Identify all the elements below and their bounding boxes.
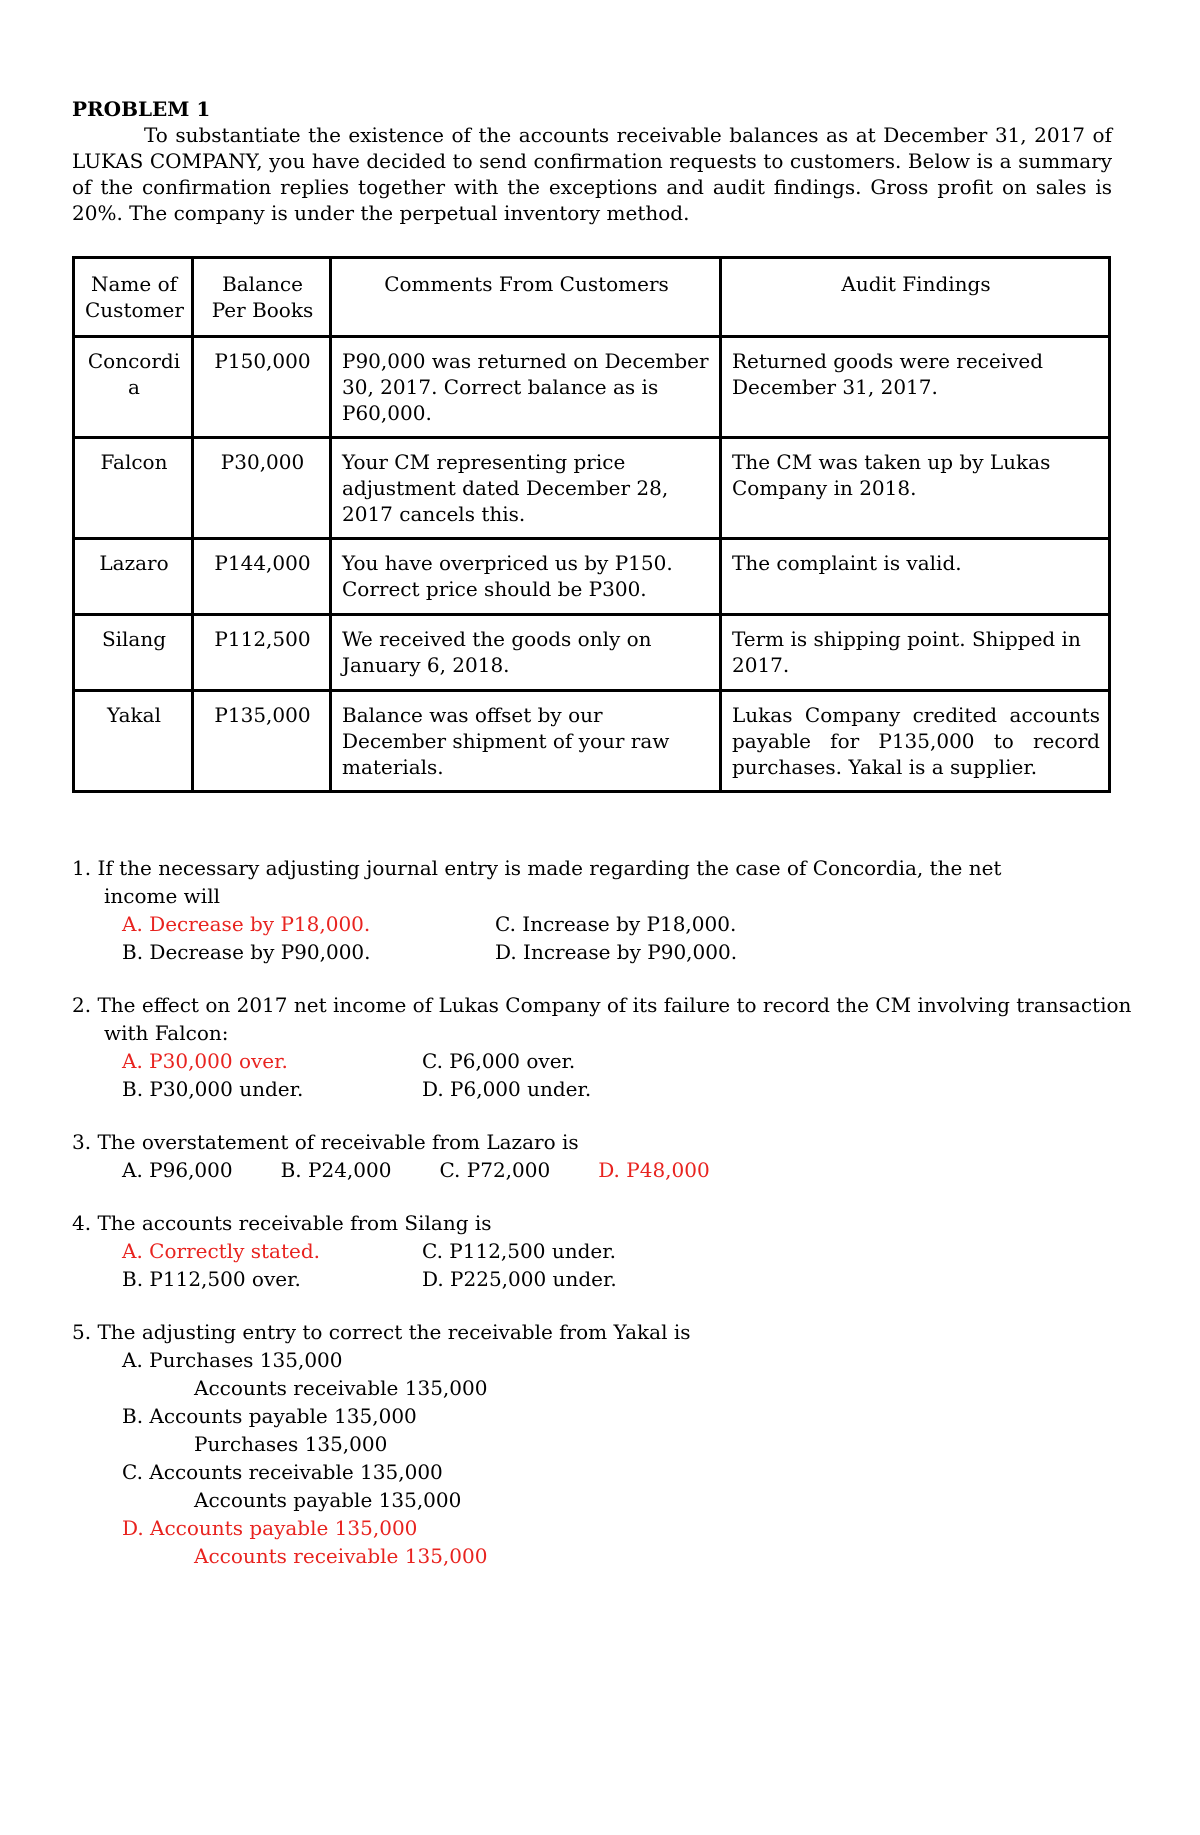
- customer-name: Silang: [74, 615, 193, 691]
- table-row: [74, 337, 1110, 438]
- customer-name: Falcon: [74, 438, 193, 539]
- customer-name: Concordia: [74, 337, 193, 438]
- customer-comment: We received the goods only on January 6, 2018.: [331, 615, 721, 691]
- option-d[interactable]: D. Increase by P90,000.: [495, 940, 738, 964]
- customer-comment: Your CM representing price adjustment dated December 28, 2017 cancels this.: [331, 438, 721, 539]
- table-row: [74, 691, 1110, 792]
- option-d-correct[interactable]: D. Accounts payable 135,000 Accounts receivable 135,000: [122, 1516, 488, 1568]
- question-1: [72, 854, 1132, 966]
- question-stem: 5. The adjusting entry to correct the receivable from Yakal is: [72, 1320, 691, 1344]
- question-stem: 1. If the necessary adjusting journal entry is made regarding the case of Concordia, the net income will: [72, 856, 1002, 908]
- questions-section: [72, 854, 1132, 1595]
- option-d-correct[interactable]: D. P48,000: [598, 1158, 710, 1182]
- audit-finding: The CM was taken up by Lukas Company in 2018.: [721, 438, 1110, 539]
- option-c[interactable]: C. P112,500 under.: [422, 1239, 616, 1263]
- table-row: [74, 615, 1110, 691]
- problem-intro: To substantiate the existence of the accounts receivable balances as at December 31, 2017 of LUKAS COMPANY, you have decided to send confirmation requests to customers. Below is a summary of the confirmation replies together with the exceptions and audit findings. Gross profit on sales is 20%. The company is under the perpetual inventory method.: [72, 123, 1112, 225]
- confirmation-table: [72, 256, 1111, 793]
- audit-finding: Term is shipping point. Shipped in 2017.: [721, 615, 1110, 691]
- question-stem: 4. The accounts receivable from Silang is: [72, 1211, 492, 1235]
- table-header-row: [74, 258, 1110, 337]
- header-balance: Balance Per Books: [193, 258, 331, 337]
- header-findings: Audit Findings: [721, 258, 1110, 337]
- answer-options: [72, 1237, 1132, 1293]
- table-row: [74, 539, 1110, 615]
- problem-title: PROBLEM 1: [72, 97, 211, 121]
- option-a[interactable]: A. P96,000: [122, 1158, 233, 1182]
- option-d[interactable]: D. P225,000 under.: [422, 1267, 617, 1291]
- option-a[interactable]: A. Purchases 135,000 Accounts receivable 135,000: [122, 1348, 488, 1400]
- balance-per-books: P150,000: [193, 337, 331, 438]
- answer-options: [72, 910, 1132, 966]
- option-c[interactable]: C. P72,000: [439, 1158, 551, 1182]
- customer-comment: P90,000 was returned on December 30, 2017. Correct balance as is P60,000.: [331, 337, 721, 438]
- question-3: [72, 1128, 1132, 1184]
- customer-comment: Balance was offset by our December shipment of your raw materials.: [331, 691, 721, 792]
- option-a-correct[interactable]: A. Decrease by P18,000.: [122, 912, 371, 936]
- option-b[interactable]: B. P24,000: [280, 1158, 392, 1182]
- question-2: [72, 991, 1132, 1103]
- table-row: [74, 438, 1110, 539]
- header-customer: Name of Customer: [74, 258, 193, 337]
- option-c[interactable]: C. Increase by P18,000.: [495, 912, 737, 936]
- option-c[interactable]: C. Accounts receivable 135,000 Accounts payable 135,000: [122, 1460, 462, 1512]
- problem-header: [72, 96, 1112, 226]
- option-c[interactable]: C. P6,000 over.: [422, 1049, 576, 1073]
- question-stem: 2. The effect on 2017 net income of Lukas Company of its failure to record the CM involving transaction with Falcon:: [72, 993, 1132, 1045]
- option-b[interactable]: B. P112,500 over.: [122, 1267, 301, 1291]
- answer-options: [72, 1047, 1132, 1103]
- audit-finding: The complaint is valid.: [721, 539, 1110, 615]
- balance-per-books: P135,000: [193, 691, 331, 792]
- option-b[interactable]: B. P30,000 under.: [122, 1077, 304, 1101]
- option-d[interactable]: D. P6,000 under.: [422, 1077, 592, 1101]
- question-4: [72, 1209, 1132, 1293]
- balance-per-books: P30,000: [193, 438, 331, 539]
- audit-finding: Lukas Company credited accounts payable for P135,000 to record purchases. Yakal is a supplier.: [721, 691, 1110, 792]
- balance-per-books: P112,500: [193, 615, 331, 691]
- option-b[interactable]: B. Decrease by P90,000.: [122, 940, 371, 964]
- option-a-correct[interactable]: A. P30,000 over.: [122, 1049, 288, 1073]
- question-5: [72, 1318, 1132, 1570]
- question-stem: 3. The overstatement of receivable from Lazaro is: [72, 1130, 579, 1154]
- audit-finding: Returned goods were received December 31, 2017.: [721, 337, 1110, 438]
- option-b[interactable]: B. Accounts payable 135,000 Purchases 135,000: [122, 1404, 417, 1456]
- customer-name: Lazaro: [74, 539, 193, 615]
- customer-name: Yakal: [74, 691, 193, 792]
- header-comments: Comments From Customers: [331, 258, 721, 337]
- answer-options: [72, 1156, 1132, 1184]
- option-a-correct[interactable]: A. Correctly stated.: [122, 1239, 321, 1263]
- balance-per-books: P144,000: [193, 539, 331, 615]
- customer-comment: You have overpriced us by P150. Correct price should be P300.: [331, 539, 721, 615]
